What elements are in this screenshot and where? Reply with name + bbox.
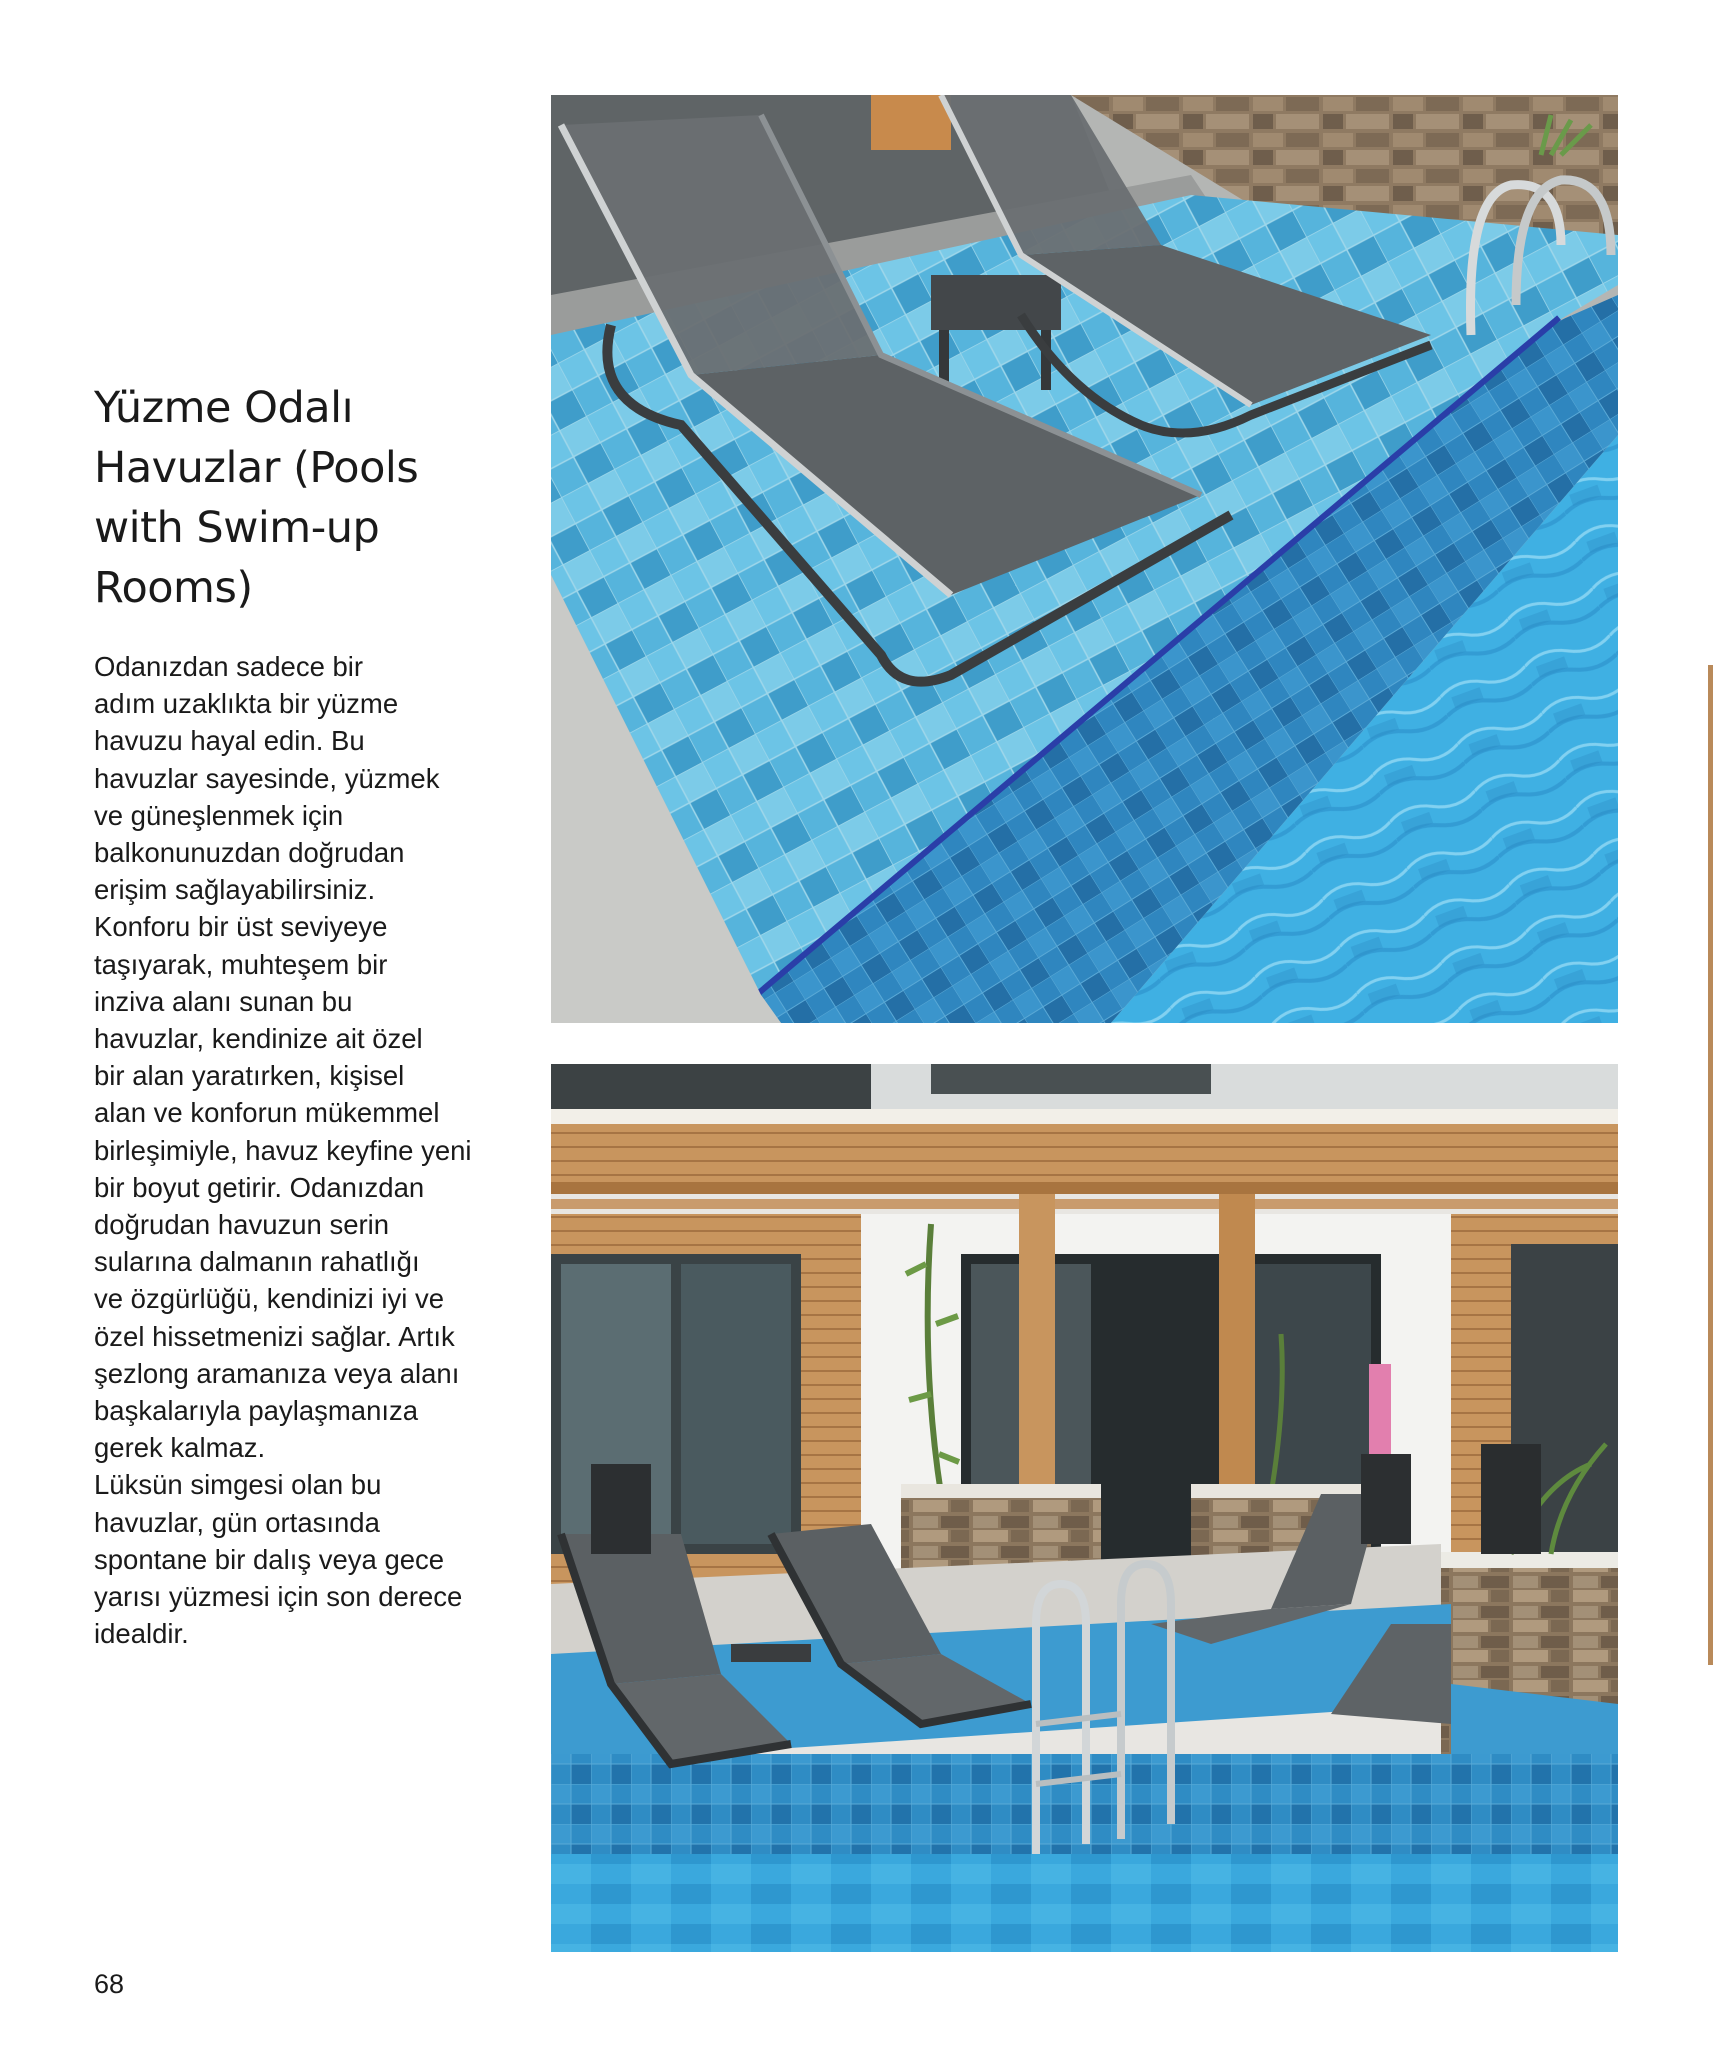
body-line: havuzlar sayesinde, yüzmek (94, 762, 440, 794)
body-line: özel hissetmenizi sağlar. Artık (94, 1320, 455, 1352)
swim-up-terrace-photo (551, 1064, 1618, 1952)
body-line: ve güneşlenmek için (94, 799, 344, 831)
body-line: başkalarıyla paylaşmanıza (94, 1395, 419, 1427)
body-line: gerek kalmaz. (94, 1432, 266, 1464)
body-line: havuzlar, kendinize ait özel (94, 1023, 423, 1055)
body-line: spontane bir dalış veya gece (94, 1543, 445, 1575)
body-line: Lüksün simgesi olan bu (94, 1469, 382, 1501)
body-line: ve özgürlüğü, kendinizi iyi ve (94, 1283, 445, 1315)
body-line: bir alan yaratırken, kişisel (94, 1060, 405, 1092)
body-line: sularına dalmanın rahatlığı (94, 1246, 420, 1278)
body-line: erişim sağlayabilirsiniz. (94, 874, 376, 906)
body-line: taşıyarak, muhteşem bir (94, 948, 388, 980)
body-paragraph (94, 648, 534, 1652)
heading-line: Yüzme Odalı (94, 383, 354, 433)
body-line: Konforu bir üst seviyeye (94, 911, 388, 943)
body-line: bir boyut getirir. Odanızdan (94, 1171, 425, 1203)
body-line: inziva alanı sunan bu (94, 985, 353, 1017)
body-line: birleşimiyle, havuz keyfine yeni (94, 1134, 472, 1166)
body-line: adım uzaklıkta bir yüzme (94, 688, 399, 720)
body-line: idealdir. (94, 1618, 189, 1650)
page-heading (94, 378, 514, 618)
body-line: şezlong aramanıza veya alanı (94, 1357, 460, 1389)
pool-loungers-photo (551, 95, 1618, 1023)
body-line: Odanızdan sadece bir (94, 651, 364, 682)
body-line: havuzlar, gün ortasında (94, 1506, 380, 1538)
body-line: alan ve konforun mükemmel (94, 1097, 440, 1129)
body-line: yarısı yüzmesi için son derece (94, 1581, 463, 1613)
heading-line: with Swim-up (94, 503, 380, 553)
body-line: havuzu hayal edin. Bu (94, 725, 365, 757)
body-line: balkonunuzdan doğrudan (94, 837, 405, 869)
page-edge-accent (1708, 665, 1713, 1665)
body-line: doğrudan havuzun serin (94, 1209, 390, 1241)
heading-line: Rooms) (94, 563, 253, 613)
page-number: 68 (94, 1969, 125, 1999)
heading-line: Havuzlar (Pools (94, 443, 419, 493)
